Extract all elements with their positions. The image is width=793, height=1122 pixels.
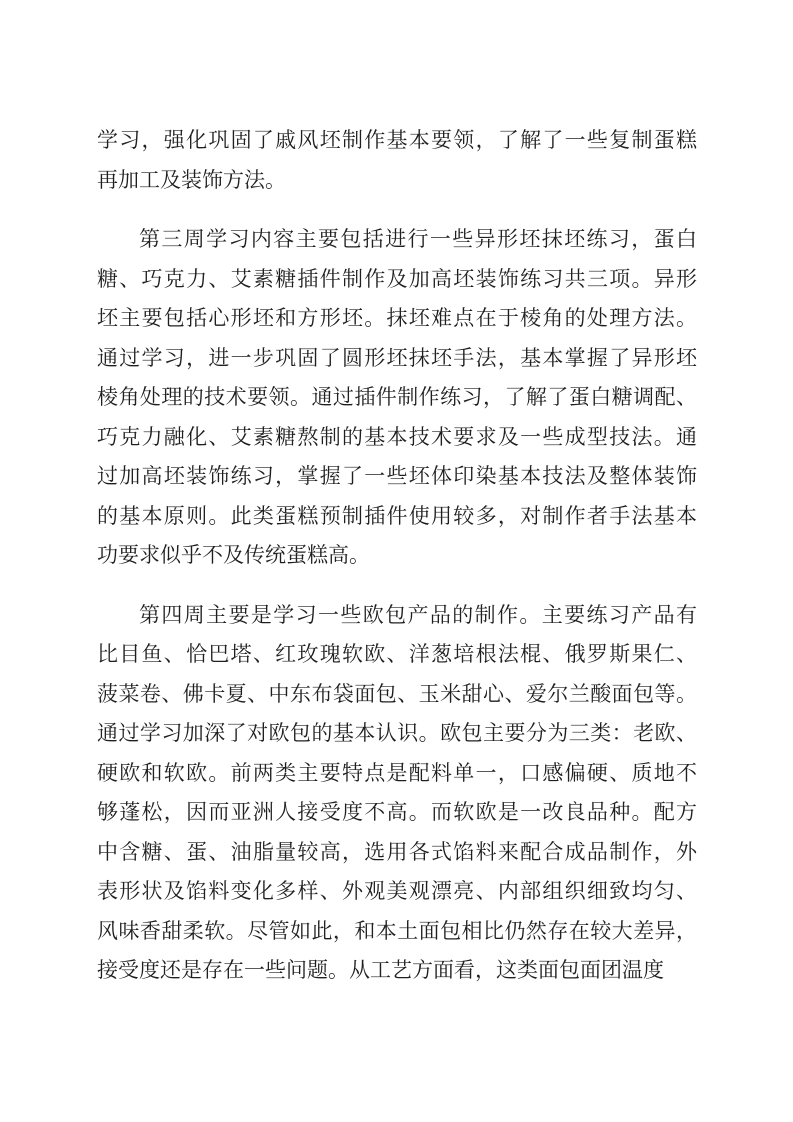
text-line: 的基本原则。此类蛋糕预制插件使用较多，对制作者手法基本 — [97, 503, 697, 528]
text-line: 棱角处理的技术要领。通过插件制作练习，了解了蛋白糖调配、 — [97, 385, 697, 409]
text-line: 巧克力融化、艾素糖熬制的基本技术要求及一些成型技法。通 — [97, 424, 697, 449]
text-line: 学习，强化巩固了戚风坯制作基本要领，了解了一些复制蛋糕 — [97, 128, 697, 152]
text-line: 比目鱼、恰巴塔、红玫瑰软欧、洋葱培根法棍、俄罗斯果仁、 — [97, 642, 697, 666]
text-line: 再加工及装饰方法。 — [97, 167, 286, 192]
text-line: 中含糖、蛋、油脂量较高，选用各式馅料来配合成品制作，外 — [97, 839, 697, 864]
text-line: 坯主要包括心形坯和方形坯。抹坯难点在于棱角的处理方法。 — [97, 306, 697, 330]
text-line: 第四周主要是学习一些欧包产品的制作。主要练习产品有 — [139, 602, 697, 627]
text-line: 菠菜卷、佛卡夏、中东布袋面包、玉米甜心、爱尔兰酸面包等。 — [97, 681, 697, 706]
text-line: 表形状及馅料变化多样、外观美观漂亮、内部组织细致均匀、 — [97, 879, 697, 903]
text-line: 功要求似乎不及传统蛋糕高。 — [97, 543, 370, 567]
text-line: 风味香甜柔软。尽管如此，和本土面包相比仍然存在较大差异， — [97, 918, 697, 943]
text-line: 够蓬松，因而亚洲人接受度不高。而软欧是一改良品种。配方 — [97, 800, 697, 824]
paragraph-week2-continuation — [97, 121, 697, 200]
paragraph-week4 — [97, 596, 697, 991]
paragraph-week3 — [97, 220, 697, 576]
text-line: 接受度还是存在一些问题。从工艺方面看，这类面包面团温度 — [97, 958, 664, 982]
text-line: 第三周学习内容主要包括进行一些异形坯抹坯练习，蛋白 — [139, 227, 697, 251]
text-line: 过加高坯装饰练习，掌握了一些坯体印染基本技法及整体装饰 — [97, 464, 697, 488]
text-line: 硬欧和软欧。前两类主要特点是配料单一，口感偏硬、质地不 — [97, 760, 697, 785]
text-line: 通过学习加深了对欧包的基本认识。欧包主要分为三类：老欧、 — [97, 721, 697, 745]
text-line: 通过学习，进一步巩固了圆形坯抹坯手法，基本掌握了异形坯 — [97, 345, 697, 370]
page-content — [97, 121, 697, 991]
text-line: 糖、巧克力、艾素糖插件制作及加高坯装饰练习共三项。异形 — [97, 266, 697, 291]
